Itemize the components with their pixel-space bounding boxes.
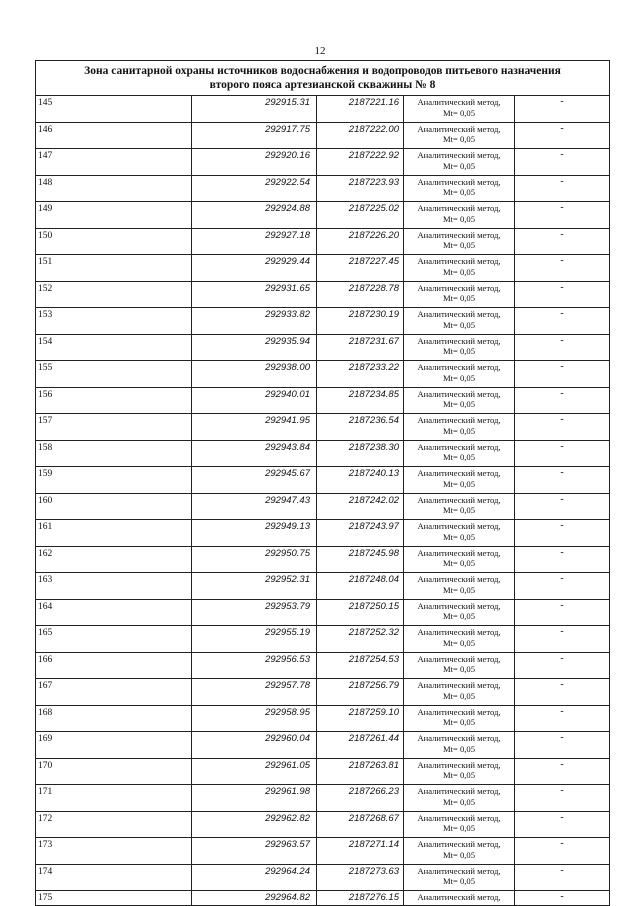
accuracy-text: Mt= 0,05 xyxy=(442,664,476,674)
x-coordinate-cell: 292938.00 xyxy=(192,361,317,388)
x-coordinate-cell: 292920.16 xyxy=(192,149,317,176)
dash-cell: - xyxy=(515,440,610,467)
dash-cell: - xyxy=(515,96,610,123)
y-coordinate-cell: 2187227.45 xyxy=(317,255,404,282)
table-row xyxy=(36,440,610,467)
x-coordinate-cell: 292949.13 xyxy=(192,520,317,547)
point-number-cell: 149 xyxy=(36,202,192,229)
method-cell xyxy=(404,785,515,812)
accuracy-text: Mt= 0,05 xyxy=(442,770,476,780)
table-row xyxy=(36,652,610,679)
dash-cell: - xyxy=(515,785,610,812)
method-cell xyxy=(404,122,515,149)
method-cell xyxy=(404,573,515,600)
x-coordinate-cell: 292917.75 xyxy=(192,122,317,149)
accuracy-text: Mt= 0,05 xyxy=(442,134,476,144)
accuracy-text: Mt= 0,05 xyxy=(442,266,476,277)
y-coordinate-cell: 2187263.81 xyxy=(317,758,404,785)
dash-cell: - xyxy=(515,520,610,547)
accuracy-text: Mt= 0,05 xyxy=(442,823,476,833)
method-text: Аналитический метод, xyxy=(417,468,501,478)
method-text: Аналитический метод, xyxy=(417,388,501,399)
x-coordinate-cell: 292927.18 xyxy=(192,228,317,255)
x-coordinate-cell: 292940.01 xyxy=(192,387,317,414)
y-coordinate-cell: 2187230.19 xyxy=(317,308,404,335)
x-coordinate-cell: 292953.79 xyxy=(192,599,317,626)
dash-cell: - xyxy=(515,255,610,282)
x-coordinate-cell: 292957.78 xyxy=(192,679,317,706)
method-cell xyxy=(404,255,515,282)
table-row xyxy=(36,520,610,547)
point-number-cell: 157 xyxy=(36,414,192,441)
dash-cell: - xyxy=(515,122,610,149)
method-cell xyxy=(404,467,515,494)
accuracy-text: Mt= 0,05 xyxy=(442,531,476,542)
point-number-cell: 153 xyxy=(36,308,192,335)
y-coordinate-cell: 2187245.98 xyxy=(317,546,404,573)
method-text: Аналитический метод, xyxy=(417,865,501,876)
x-coordinate-cell: 292924.88 xyxy=(192,202,317,229)
dash-cell: - xyxy=(515,414,610,441)
method-cell xyxy=(404,440,515,467)
y-coordinate-cell: 2187243.97 xyxy=(317,520,404,547)
y-coordinate-cell: 2187236.54 xyxy=(317,414,404,441)
point-number-cell: 165 xyxy=(36,626,192,653)
table-title xyxy=(35,60,610,95)
method-text: Аналитический метод, xyxy=(417,176,501,187)
x-coordinate-cell: 292962.82 xyxy=(192,811,317,838)
method-text: Аналитический метод, xyxy=(417,600,501,611)
accuracy-text: Mt= 0,05 xyxy=(442,107,476,118)
y-coordinate-cell: 2187233.22 xyxy=(317,361,404,388)
point-number-cell: 158 xyxy=(36,440,192,467)
method-text: Аналитический метод, xyxy=(417,362,501,372)
table-row xyxy=(36,732,610,759)
table-row xyxy=(36,573,610,600)
method-cell xyxy=(404,652,515,679)
accuracy-text: Mt= 0,05 xyxy=(442,876,476,886)
dash-cell: - xyxy=(515,864,610,891)
point-number-cell: 170 xyxy=(36,758,192,785)
method-cell xyxy=(404,626,515,653)
dash-cell: - xyxy=(515,334,610,361)
method-cell xyxy=(404,175,515,202)
x-coordinate-cell: 292941.95 xyxy=(192,414,317,441)
method-text: Аналитический метод, xyxy=(417,839,501,849)
table-row xyxy=(36,202,610,229)
point-number-cell: 171 xyxy=(36,785,192,812)
x-coordinate-cell: 292943.84 xyxy=(192,440,317,467)
x-coordinate-cell: 292952.31 xyxy=(192,573,317,600)
method-text: Аналитический метод, xyxy=(417,786,501,796)
dash-cell: - xyxy=(515,493,610,520)
dash-cell: - xyxy=(515,202,610,229)
method-cell xyxy=(404,493,515,520)
dash-cell: - xyxy=(515,387,610,414)
table-row xyxy=(36,361,610,388)
table-row xyxy=(36,811,610,838)
y-coordinate-cell: 2187240.13 xyxy=(317,467,404,494)
dash-cell: - xyxy=(515,175,610,202)
point-number-cell: 159 xyxy=(36,467,192,494)
y-coordinate-cell: 2187261.44 xyxy=(317,732,404,759)
dash-cell: - xyxy=(515,811,610,838)
y-coordinate-cell: 2187252.32 xyxy=(317,626,404,653)
method-cell xyxy=(404,679,515,706)
method-text: Аналитический метод, xyxy=(417,203,501,213)
method-cell xyxy=(404,96,515,123)
method-text: Аналитический метод, xyxy=(417,150,501,160)
method-text: Аналитический метод, xyxy=(417,892,501,902)
y-coordinate-cell: 2187248.04 xyxy=(317,573,404,600)
point-number-cell: 162 xyxy=(36,546,192,573)
x-coordinate-cell: 292933.82 xyxy=(192,308,317,335)
accuracy-text: Mt= 0,05 xyxy=(442,743,476,754)
table-row xyxy=(36,334,610,361)
y-coordinate-cell: 2187223.93 xyxy=(317,175,404,202)
method-cell xyxy=(404,334,515,361)
accuracy-text: Mt= 0,05 xyxy=(442,293,476,303)
method-cell xyxy=(404,387,515,414)
document-sheet xyxy=(35,60,610,906)
method-cell xyxy=(404,281,515,308)
x-coordinate-cell: 292935.94 xyxy=(192,334,317,361)
point-number-cell: 175 xyxy=(36,891,192,906)
method-cell xyxy=(404,546,515,573)
x-coordinate-cell: 292950.75 xyxy=(192,546,317,573)
dash-cell: - xyxy=(515,149,610,176)
method-cell xyxy=(404,838,515,865)
point-number-cell: 156 xyxy=(36,387,192,414)
method-text: Аналитический метод, xyxy=(417,97,501,107)
dash-cell: - xyxy=(515,281,610,308)
y-coordinate-cell: 2187268.67 xyxy=(317,811,404,838)
table-row xyxy=(36,175,610,202)
accuracy-text: Mt= 0,05 xyxy=(442,558,476,568)
table-row xyxy=(36,149,610,176)
dash-cell: - xyxy=(515,308,610,335)
accuracy-text: Mt= 0,05 xyxy=(442,717,476,727)
y-coordinate-cell: 2187259.10 xyxy=(317,705,404,732)
method-cell xyxy=(404,361,515,388)
title-line-2: второго пояса артезианской скважины № 8 xyxy=(209,79,436,91)
table-row xyxy=(36,785,610,812)
y-coordinate-cell: 2187238.30 xyxy=(317,440,404,467)
y-coordinate-cell: 2187222.00 xyxy=(317,122,404,149)
method-text: Аналитический метод, xyxy=(417,812,501,823)
method-text: Аналитический метод, xyxy=(417,309,501,319)
accuracy-text: Mt= 0,05 xyxy=(442,796,476,807)
dash-cell: - xyxy=(515,599,610,626)
method-text: Аналитический метод, xyxy=(417,547,501,558)
x-coordinate-cell: 292964.24 xyxy=(192,864,317,891)
x-coordinate-cell: 292931.65 xyxy=(192,281,317,308)
point-number-cell: 146 xyxy=(36,122,192,149)
method-text: Аналитический метод, xyxy=(417,627,501,637)
coordinates-table xyxy=(35,95,610,906)
accuracy-text: Mt= 0,05 xyxy=(442,690,476,701)
point-number-cell: 147 xyxy=(36,149,192,176)
method-text: Аналитический метод, xyxy=(417,229,501,240)
method-text: Аналитический метод, xyxy=(417,494,501,505)
method-cell xyxy=(404,308,515,335)
x-coordinate-cell: 292955.19 xyxy=(192,626,317,653)
x-coordinate-cell: 292915.31 xyxy=(192,96,317,123)
method-text: Аналитический метод, xyxy=(417,653,501,664)
accuracy-text: Mt= 0,05 xyxy=(442,399,476,409)
point-number-cell: 155 xyxy=(36,361,192,388)
x-coordinate-cell: 292956.53 xyxy=(192,652,317,679)
table-row xyxy=(36,864,610,891)
table-row xyxy=(36,679,610,706)
table-row xyxy=(36,838,610,865)
point-number-cell: 173 xyxy=(36,838,192,865)
point-number-cell: 151 xyxy=(36,255,192,282)
table-row xyxy=(36,255,610,282)
accuracy-text: Mt= 0,05 xyxy=(442,187,476,197)
x-coordinate-cell: 292964.82 xyxy=(192,891,317,906)
accuracy-text: Mt= 0,05 xyxy=(442,611,476,621)
accuracy-text: Mt= 0,05 xyxy=(442,584,476,595)
table-row xyxy=(36,122,610,149)
y-coordinate-cell: 2187250.15 xyxy=(317,599,404,626)
y-coordinate-cell: 2187228.78 xyxy=(317,281,404,308)
method-text: Аналитический метод, xyxy=(417,733,501,743)
table-row xyxy=(36,493,610,520)
point-number-cell: 172 xyxy=(36,811,192,838)
method-cell xyxy=(404,705,515,732)
method-cell xyxy=(404,811,515,838)
table-row xyxy=(36,599,610,626)
method-cell xyxy=(404,864,515,891)
dash-cell: - xyxy=(515,705,610,732)
y-coordinate-cell: 2187225.02 xyxy=(317,202,404,229)
method-cell xyxy=(404,758,515,785)
dash-cell: - xyxy=(515,758,610,785)
x-coordinate-cell: 292947.43 xyxy=(192,493,317,520)
method-text: Аналитический метод, xyxy=(417,123,501,134)
y-coordinate-cell: 2187273.63 xyxy=(317,864,404,891)
table-row xyxy=(36,308,610,335)
method-text: Аналитический метод, xyxy=(417,759,501,770)
method-text: Аналитический метод, xyxy=(417,574,501,584)
y-coordinate-cell: 2187276.15 xyxy=(317,891,404,906)
x-coordinate-cell: 292958.95 xyxy=(192,705,317,732)
y-coordinate-cell: 2187221.16 xyxy=(317,96,404,123)
point-number-cell: 150 xyxy=(36,228,192,255)
method-text: Аналитический метод, xyxy=(417,256,501,266)
point-number-cell: 167 xyxy=(36,679,192,706)
table-row xyxy=(36,281,610,308)
x-coordinate-cell: 292929.44 xyxy=(192,255,317,282)
dash-cell: - xyxy=(515,891,610,906)
dash-cell: - xyxy=(515,546,610,573)
x-coordinate-cell: 292963.57 xyxy=(192,838,317,865)
table-row xyxy=(36,228,610,255)
y-coordinate-cell: 2187271.14 xyxy=(317,838,404,865)
dash-cell: - xyxy=(515,626,610,653)
dash-cell: - xyxy=(515,467,610,494)
y-coordinate-cell: 2187242.02 xyxy=(317,493,404,520)
y-coordinate-cell: 2187222.92 xyxy=(317,149,404,176)
accuracy-text: Mt= 0,05 xyxy=(442,452,476,462)
method-text: Аналитический метод, xyxy=(417,706,501,717)
method-cell xyxy=(404,599,515,626)
accuracy-text: Mt= 0,05 xyxy=(442,637,476,648)
accuracy-text: Mt= 0,05 xyxy=(442,240,476,250)
point-number-cell: 148 xyxy=(36,175,192,202)
table-row xyxy=(36,387,610,414)
point-number-cell: 168 xyxy=(36,705,192,732)
method-cell xyxy=(404,891,515,906)
point-number-cell: 164 xyxy=(36,599,192,626)
point-number-cell: 152 xyxy=(36,281,192,308)
dash-cell: - xyxy=(515,573,610,600)
point-number-cell: 174 xyxy=(36,864,192,891)
accuracy-text: Mt= 0,05 xyxy=(442,372,476,383)
y-coordinate-cell: 2187256.79 xyxy=(317,679,404,706)
method-text: Аналитический метод, xyxy=(417,335,501,346)
accuracy-text: Mt= 0,05 xyxy=(442,213,476,224)
point-number-cell: 163 xyxy=(36,573,192,600)
x-coordinate-cell: 292961.98 xyxy=(192,785,317,812)
table-row xyxy=(36,467,610,494)
x-coordinate-cell: 292960.04 xyxy=(192,732,317,759)
point-number-cell: 169 xyxy=(36,732,192,759)
table-row xyxy=(36,626,610,653)
dash-cell: - xyxy=(515,361,610,388)
table-row xyxy=(36,414,610,441)
x-coordinate-cell: 292922.54 xyxy=(192,175,317,202)
dash-cell: - xyxy=(515,228,610,255)
table-row xyxy=(36,891,610,906)
point-number-cell: 166 xyxy=(36,652,192,679)
method-text: Аналитический метод, xyxy=(417,521,501,531)
x-coordinate-cell: 292961.05 xyxy=(192,758,317,785)
method-cell xyxy=(404,414,515,441)
y-coordinate-cell: 2187226.20 xyxy=(317,228,404,255)
table-row xyxy=(36,96,610,123)
table-row xyxy=(36,546,610,573)
point-number-cell: 145 xyxy=(36,96,192,123)
method-cell xyxy=(404,732,515,759)
dash-cell: - xyxy=(515,679,610,706)
dash-cell: - xyxy=(515,732,610,759)
accuracy-text: Mt= 0,05 xyxy=(442,160,476,171)
method-cell xyxy=(404,202,515,229)
page-number: 12 xyxy=(314,45,326,57)
method-cell xyxy=(404,520,515,547)
title-line-1: Зона санитарной охраны источников водоснабжения и водопроводов питьевого назначения xyxy=(84,65,561,77)
accuracy-text: Mt= 0,05 xyxy=(442,505,476,515)
y-coordinate-cell: 2187266.23 xyxy=(317,785,404,812)
y-coordinate-cell: 2187231.67 xyxy=(317,334,404,361)
x-coordinate-cell: 292945.67 xyxy=(192,467,317,494)
table-row xyxy=(36,758,610,785)
method-cell xyxy=(404,149,515,176)
point-number-cell: 160 xyxy=(36,493,192,520)
dash-cell: - xyxy=(515,652,610,679)
y-coordinate-cell: 2187234.85 xyxy=(317,387,404,414)
accuracy-text: Mt= 0,05 xyxy=(442,478,476,489)
method-text: Аналитический метод, xyxy=(417,441,501,452)
accuracy-text: Mt= 0,05 xyxy=(442,425,476,436)
method-text: Аналитический метод, xyxy=(417,680,501,690)
method-cell xyxy=(404,228,515,255)
point-number-cell: 161 xyxy=(36,520,192,547)
dash-cell: - xyxy=(515,838,610,865)
method-text: Аналитический метод, xyxy=(417,415,501,425)
table-row xyxy=(36,705,610,732)
y-coordinate-cell: 2187254.53 xyxy=(317,652,404,679)
method-text: Аналитический метод, xyxy=(417,282,501,293)
accuracy-text: Mt= 0,05 xyxy=(442,319,476,330)
point-number-cell: 154 xyxy=(36,334,192,361)
accuracy-text: Mt= 0,05 xyxy=(442,346,476,356)
accuracy-text: Mt= 0,05 xyxy=(442,849,476,860)
